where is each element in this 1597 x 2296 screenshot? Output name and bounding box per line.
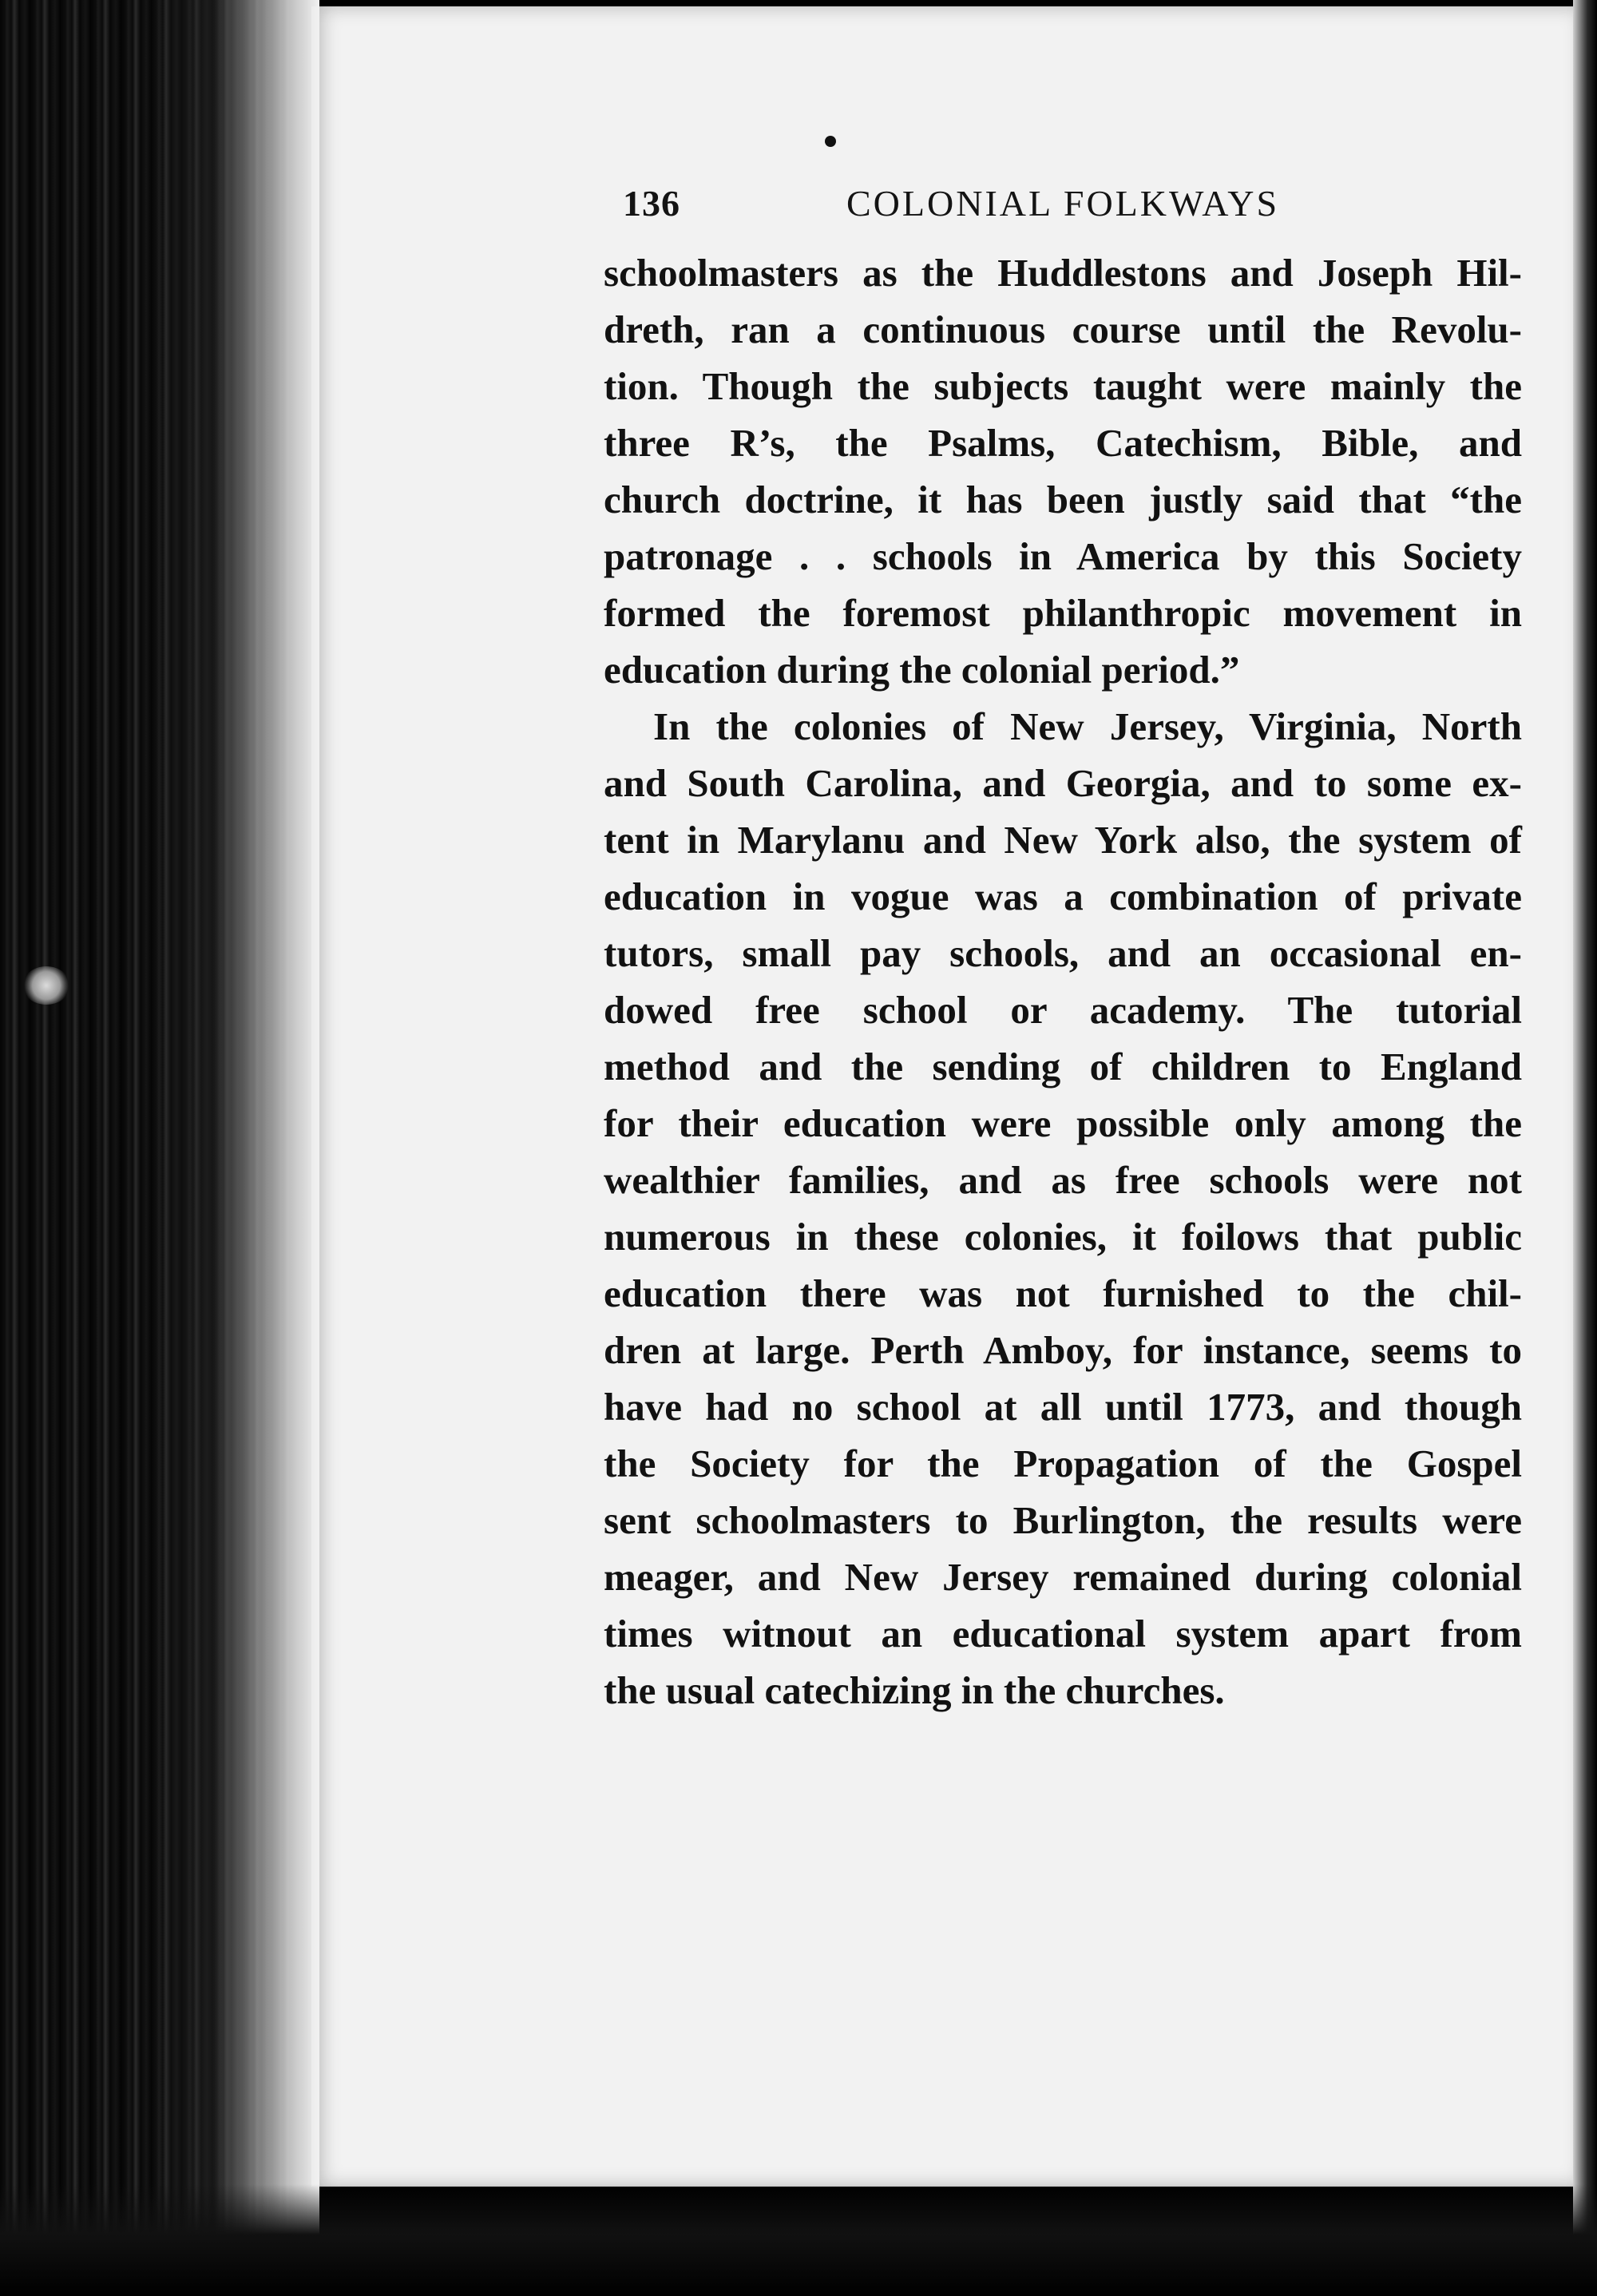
text-line: dreth, ran a continuous course until the Revolu- — [604, 307, 1522, 351]
text-line: wealthier families, and as free schools were not — [604, 1158, 1522, 1202]
text-line: education during the colonial period.” — [604, 648, 1240, 692]
text-line: and South Carolina, and Georgia, and to some ex- — [604, 761, 1522, 805]
body-text — [604, 244, 1522, 1719]
text-line: dowed free school or academy. The tutorial — [604, 988, 1522, 1032]
text-line: formed the foremost philanthropic movement in — [604, 591, 1522, 635]
running-head — [623, 182, 1517, 238]
binding-shadow — [144, 0, 319, 2296]
text-line: method and the sending of children to England — [604, 1045, 1522, 1089]
page-bottom-edge — [0, 2184, 1597, 2296]
text-line: sent schoolmasters to Burlington, the results were — [604, 1498, 1522, 1542]
text-line: tent in Marylanu and New York also, the system of — [604, 818, 1522, 862]
text-line: In the colonies of New Jersey, Virginia, North — [653, 704, 1522, 748]
text-line: meager, and New Jersey remained during colonial — [604, 1555, 1522, 1599]
ink-dot — [825, 136, 836, 147]
text-line: numerous in these colonies, it foilows that public — [604, 1215, 1522, 1259]
text-line: tutors, small pay schools, and an occasional en- — [604, 931, 1522, 975]
page-right-edge — [1573, 0, 1597, 2296]
text-line: have had no school at all until 1773, and though — [604, 1385, 1522, 1429]
text-line: church doctrine, it has been justly said that “the — [604, 478, 1522, 521]
book-title: COLONIAL FOLKWAYS — [846, 183, 1280, 224]
text-line: patronage . . schools in America by this Society — [604, 534, 1522, 578]
text-line: tion. Though the subjects taught were mainly the — [604, 364, 1522, 408]
scan-speck — [22, 966, 70, 1005]
text-line: schoolmasters as the Huddlestons and Joseph Hil- — [604, 251, 1522, 295]
text-line: times witnout an educational system apart from — [604, 1612, 1522, 1656]
text-line: for their education were possible only among the — [604, 1101, 1522, 1145]
text-line: the usual catechizing in the churches. — [604, 1668, 1225, 1712]
text-line: the Society for the Propagation of the Gospel — [604, 1441, 1522, 1485]
text-line: dren at large. Perth Amboy, for instance, seems to — [604, 1328, 1522, 1372]
text-line: education in vogue was a combination of private — [604, 874, 1522, 918]
page-number: 136 — [623, 183, 680, 224]
text-line: education there was not furnished to the chil- — [604, 1271, 1522, 1315]
text-line: three R’s, the Psalms, Catechism, Bible, and — [604, 421, 1522, 465]
